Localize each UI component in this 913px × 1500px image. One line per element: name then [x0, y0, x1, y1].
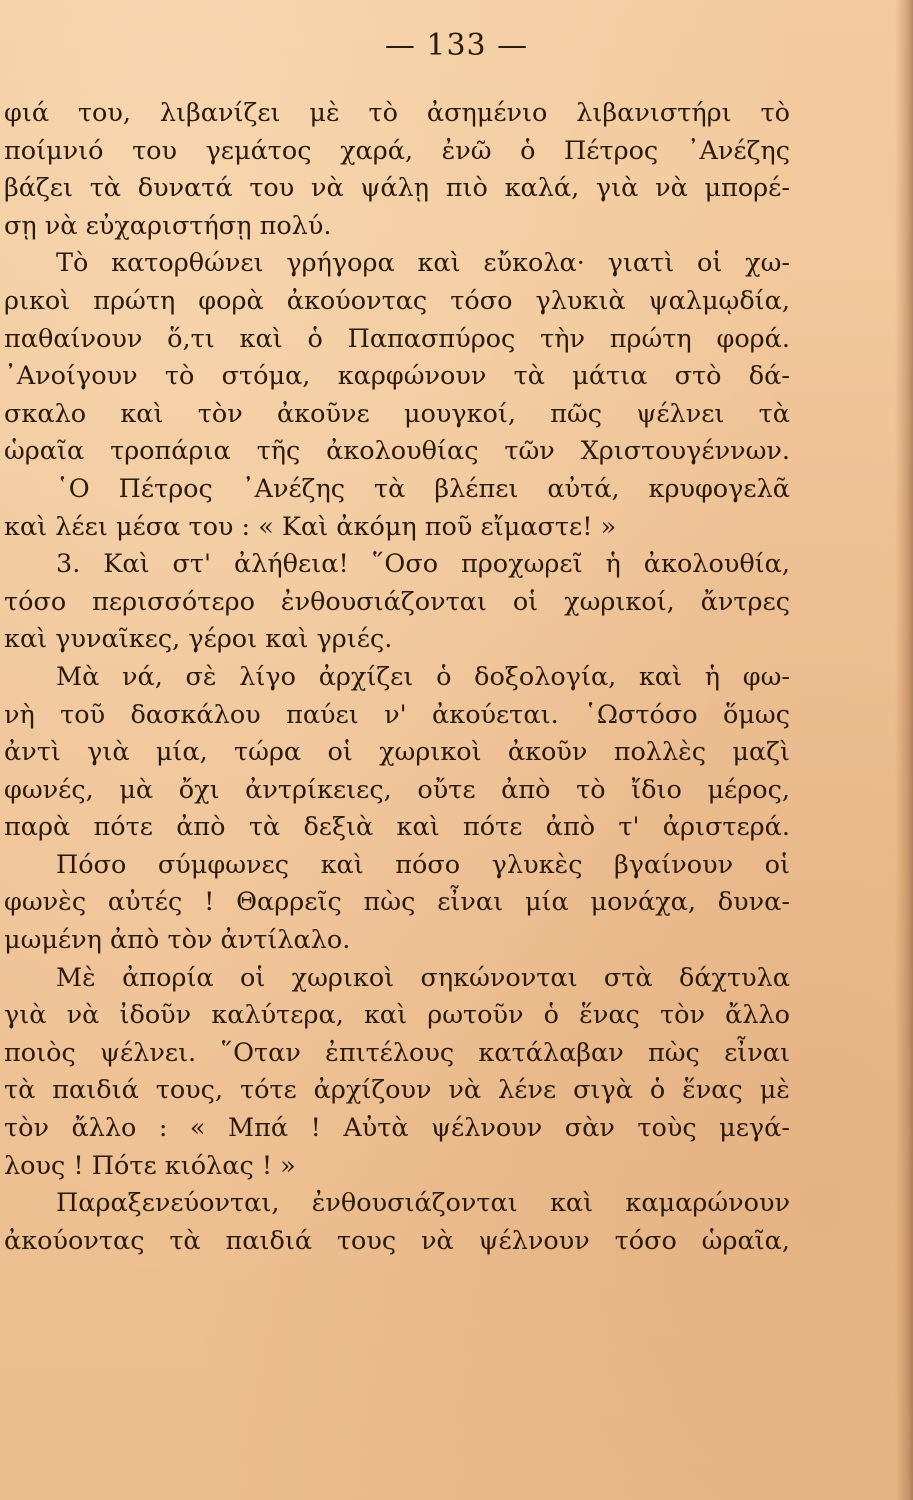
- text-line: ρικοὶ πρώτη φορὰ ἀκούοντας τόσο γλυκιὰ ψαλμῳδία,: [4, 285, 790, 316]
- body-text: [4, 95, 790, 1260]
- text-line: φιά του, λιβανίζει μὲ τὸ ἀσημένιο λιβανιστήρι τὸ: [4, 98, 790, 128]
- text-line: Πόσο σύμφωνες καὶ πόσο γλυκὲς βγαίνουν οἱ: [56, 849, 790, 880]
- text-line: Παραξενεύονται, ἐνθουσιάζονται καὶ καμαρώνουν: [56, 1188, 790, 1219]
- text-line: ἀκούοντας τὰ παιδιά τους νὰ ψέλνουν τόσο ὡραῖα,: [4, 1225, 790, 1256]
- text-line: καὶ γυναῖκες, γέροι καὶ γριές.: [4, 624, 393, 655]
- page-number: — 133 —: [384, 28, 529, 63]
- text-line: σκαλο καὶ τὸν ἀκοῦνε μουγκοί, πῶς ψέλνει τὰ: [4, 398, 790, 429]
- text-line: 3. Καὶ στ' ἀλήθεια! ῞Οσο προχωρεῖ ἡ ἀκολουθία,: [56, 549, 790, 580]
- text-line: Μὲ ἀπορία οἱ χωρικοὶ σηκώνονται στὰ δάχτυλα: [56, 962, 790, 993]
- text-line: τόσο περισσότερο ἐνθουσιάζονται οἱ χωρικοί, ἄντρες: [4, 586, 790, 617]
- text-line: ᾿Ανοίγουν τὸ στόμα, καρφώνουν τὰ μάτια στὸ δά-: [4, 361, 790, 392]
- text-line: ποίμνιό του γεμάτος χαρά, ἐνῶ ὁ Πέτρος ᾿Ανέζης: [4, 135, 790, 166]
- text-line: μωμένη ἀπὸ τὸν ἀντίλαλο.: [4, 925, 351, 956]
- text-line: γιὰ νὰ ἰδοῦν καλύτερα, καὶ ρωτοῦν ὁ ἕνας τὸν ἄλλο: [4, 1000, 790, 1031]
- text-line: φωνὲς αὐτές ! Θαρρεῖς πὼς εἶναι μία μονάχα, δυνα-: [4, 887, 790, 918]
- text-line: ἀντὶ γιὰ μία, τώρα οἱ χωρικοὶ ἀκοῦν πολλὲς μαζὶ: [4, 737, 790, 768]
- text-line: παθαίνουν ὅ,τι καὶ ὁ Παπασπύρος τὴν πρώτη φορά.: [4, 323, 790, 354]
- text-line: βάζει τὰ δυνατά του νὰ ψάλῃ πιὸ καλά, γιὰ νὰ μπορέ-: [4, 173, 790, 204]
- text-line: Τὸ κατορθώνει γρήγορα καὶ εὔκολα· γιατὶ οἱ χω-: [56, 248, 790, 279]
- text-line: ποιὸς ψέλνει. ῞Οταν ἐπιτέλους κατάλαβαν πὼς εἶναι: [4, 1037, 790, 1068]
- page-edge-shadow: [895, 0, 913, 1500]
- text-line: φωνές, μὰ ὄχι ἀντρίκειες, οὔτε ἀπὸ τὸ ἴδιο μέρος,: [4, 774, 790, 805]
- text-line: νὴ τοῦ δασκάλου παύει ν' ἀκούεται. ῾Ωστόσο ὅμως: [4, 699, 790, 730]
- text-line: τὰ παιδιά τους, τότε ἀρχίζουν νὰ λένε σιγὰ ὁ ἕνας μὲ: [4, 1075, 790, 1106]
- text-line: παρὰ πότε ἀπὸ τὰ δεξιὰ καὶ πότε ἀπὸ τ' ἀριστερά.: [4, 812, 790, 843]
- text-line: λους ! Πότε κιόλας ! »: [4, 1150, 296, 1181]
- text-line: ῾Ο Πέτρος ᾿Ανέζης τὰ βλέπει αὐτά, κρυφογελᾶ: [56, 473, 790, 504]
- text-line: Μὰ νά, σὲ λίγο ἀρχίζει ὁ δοξολογία, καὶ ἡ φω-: [56, 661, 790, 692]
- text-line: καὶ λέει μέσα του : « Καὶ ἀκόμη ποῦ εἴμαστε! »: [4, 511, 617, 542]
- text-line: σῃ νὰ εὐχαριστήσῃ πολύ.: [4, 210, 332, 241]
- text-line: τὸν ἄλλο : « Μπά ! Αὐτὰ ψέλνουν σὰν τοὺς μεγά-: [4, 1113, 790, 1144]
- text-line: ὡραῖα τροπάρια τῆς ἀκολουθίας τῶν Χριστουγέννων.: [4, 436, 790, 467]
